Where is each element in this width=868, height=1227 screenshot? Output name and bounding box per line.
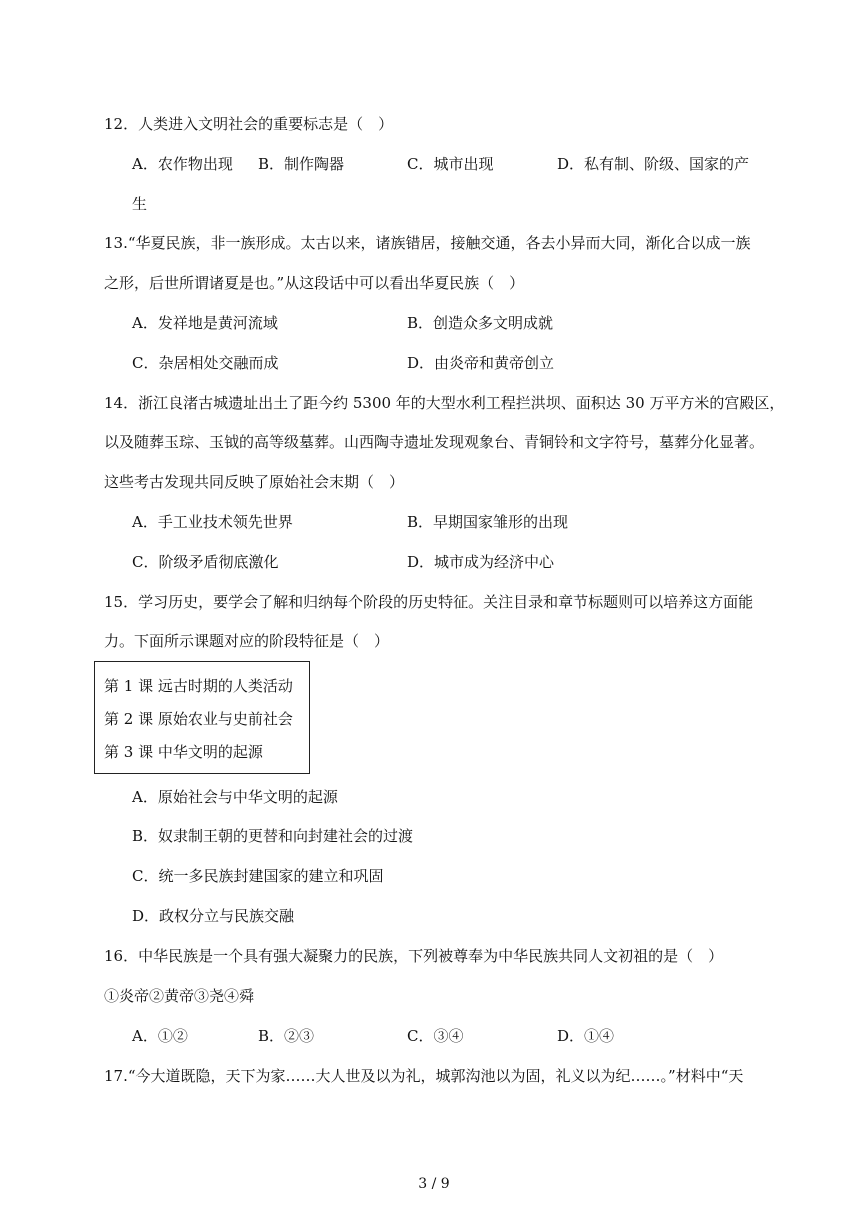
question-14-stem-line-1: 14．浙江良渚古城遗址出土了距今约 5300 年的大型水利工程拦洪坝、面积达 30 万平方米的宫殿区， [104, 394, 785, 412]
question-12-option-b: B．制作陶器 [258, 155, 345, 173]
lesson-list-box [94, 661, 310, 774]
question-15-stem-line-2: 力。下面所示课题对应的阶段特征是（ ） [104, 632, 390, 650]
question-13-option-d: D．由炎帝和黄帝创立 [407, 354, 555, 372]
question-15-option-c: C．统一多民族封建国家的建立和巩固 [132, 867, 384, 885]
question-16-option-c: C．③④ [407, 1027, 464, 1045]
question-12-option-d: D．私有制、阶级、国家的产 [557, 155, 750, 173]
question-16-items: ①炎帝②黄帝③尧④舜 [104, 987, 255, 1005]
question-14-option-d: D．城市成为经济中心 [407, 553, 555, 571]
question-12-stem: 12．人类进入文明社会的重要标志是（ ） [104, 115, 394, 133]
question-12-option-d-continued: 生 [132, 195, 148, 213]
question-14-option-b: B．早期国家雏形的出现 [407, 513, 569, 531]
lesson-3: 第 3 课 中华文明的起源 [104, 743, 263, 761]
question-15-option-b: B．奴隶制王朝的更替和向封建社会的过渡 [132, 827, 414, 845]
question-14-option-a: A．手工业技术领先世界 [132, 513, 293, 531]
question-14-stem-line-2: 以及随葬玉琮、玉钺的高等级墓葬。山西陶寺遗址发现观象台、青铜铃和文字符号，墓葬分化显著。 [104, 433, 765, 451]
question-15-option-a: A．原始社会与中华文明的起源 [132, 788, 338, 806]
question-16-stem: 16．中华民族是一个具有强大凝聚力的民族，下列被尊奉为中华民族共同人文初祖的是（ ） [104, 947, 724, 965]
lesson-1: 第 1 课 远古时期的人类活动 [104, 677, 293, 695]
question-15-option-d: D．政权分立与民族交融 [132, 907, 295, 925]
lesson-2: 第 2 课 原始农业与史前社会 [104, 710, 293, 728]
question-13-option-b: B．创造众多文明成就 [407, 314, 554, 332]
question-17-stem: 17.“今大道既隐，天下为家……大人世及以为礼，城郭沟池以为固，礼义以为纪……。”材料中“天 [104, 1067, 744, 1085]
question-13-option-c: C．杂居相处交融而成 [132, 354, 279, 372]
question-12-options [132, 154, 832, 174]
question-16-option-d: D．①④ [557, 1027, 615, 1045]
question-12-option-c: C．城市出现 [407, 155, 494, 173]
page-number: 3 / 9 [418, 1176, 450, 1192]
question-15-stem-line-1: 15．学习历史，要学会了解和归纳每个阶段的历史特征。关注目录和章节标题则可以培养这方面能 [104, 593, 754, 611]
question-16-option-a: A．①② [132, 1027, 188, 1045]
question-12-option-a: A．农作物出现 [132, 155, 233, 173]
question-14-option-c: C．阶级矛盾彻底激化 [132, 553, 279, 571]
question-13-option-a: A．发祥地是黄河流域 [132, 314, 278, 332]
question-14-stem-line-3: 这些考古发现共同反映了原始社会末期（ ） [104, 473, 405, 491]
question-13-stem-line-2: 之形，后世所谓诸夏是也。”从这段话中可以看出华夏民族（ ） [104, 274, 525, 292]
question-16-option-b: B．②③ [258, 1027, 315, 1045]
question-16-options [132, 1026, 832, 1046]
question-13-stem-line-1: 13.“华夏民族，非一族形成。太古以来，诸族错居，接触交通，各去小异而大同，渐化合以成一族 [104, 234, 751, 252]
